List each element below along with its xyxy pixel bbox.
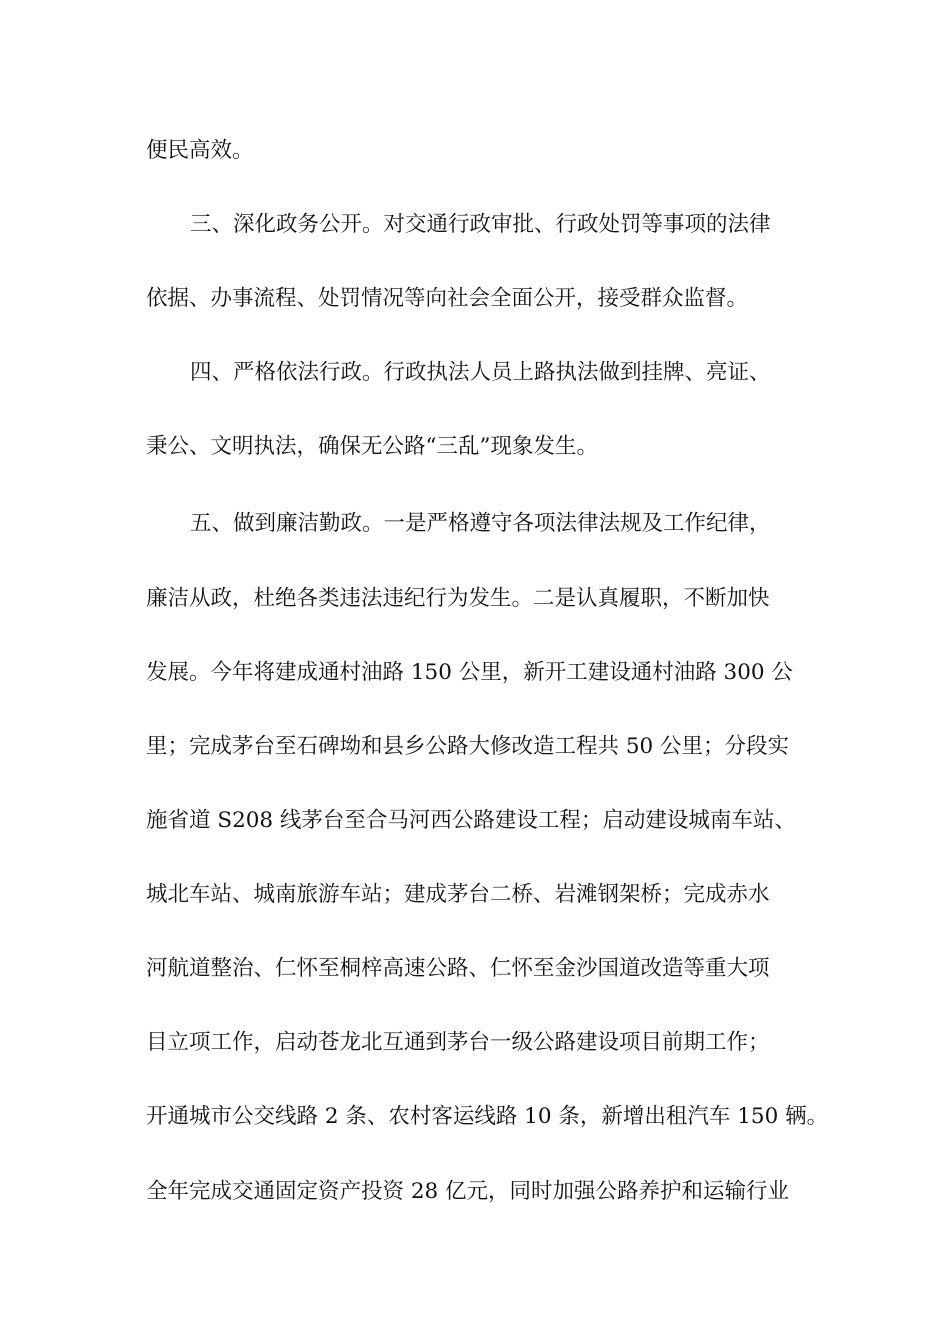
section-four-heading-line: 四、严格依法行政。行政执法人员上路执法做到挂牌、亮证、 <box>190 360 771 385</box>
paragraph-line: 目立项工作，启动苍龙北互通到茅台一级公路建设项目前期工作； <box>146 1030 770 1055</box>
paragraph-line: 城北车站、城南旅游车站；建成茅台二桥、岩滩钢架桥；完成赤水 <box>146 882 770 907</box>
paragraph-line: 全年完成交通固定资产投资 28 亿元，同时加强公路养护和运输行业 <box>146 1179 790 1204</box>
paragraph-line: 河航道整治、仁怀至桐梓高速公路、仁怀至金沙国道改造等重大项 <box>146 956 770 981</box>
paragraph-line: 施省道 S208 线茅台至合马河西公路建设工程；启动建设城南车站、 <box>146 808 796 833</box>
paragraph-line: 里；完成茅台至石碑坳和县乡公路大修改造工程共 50 公里；分段实 <box>146 734 790 759</box>
paragraph-line: 依据、办事流程、处罚情况等向社会全面公开，接受群众监督。 <box>146 286 749 311</box>
paragraph-line: 廉洁从政，杜绝各类违法违纪行为发生。二是认真履职，不断加快 <box>146 586 770 611</box>
section-five-heading-line: 五、做到廉洁勤政。一是严格遵守各项法律法规及工作纪律， <box>190 511 771 536</box>
section-three-heading-line: 三、深化政务公开。对交通行政审批、行政处罚等事项的法律 <box>190 212 771 237</box>
paragraph-line: 秉公、文明执法，确保无公路“三乱”现象发生。 <box>146 434 598 459</box>
paragraph-line: 发展。今年将建成通村油路 150 公里，新开工建设通村油路 300 公 <box>146 660 793 685</box>
paragraph-line: 开通城市公交线路 2 条、农村客运线路 10 条，新增出租汽车 150 辆。 <box>146 1104 829 1129</box>
paragraph-line: 便民高效。 <box>146 138 254 163</box>
